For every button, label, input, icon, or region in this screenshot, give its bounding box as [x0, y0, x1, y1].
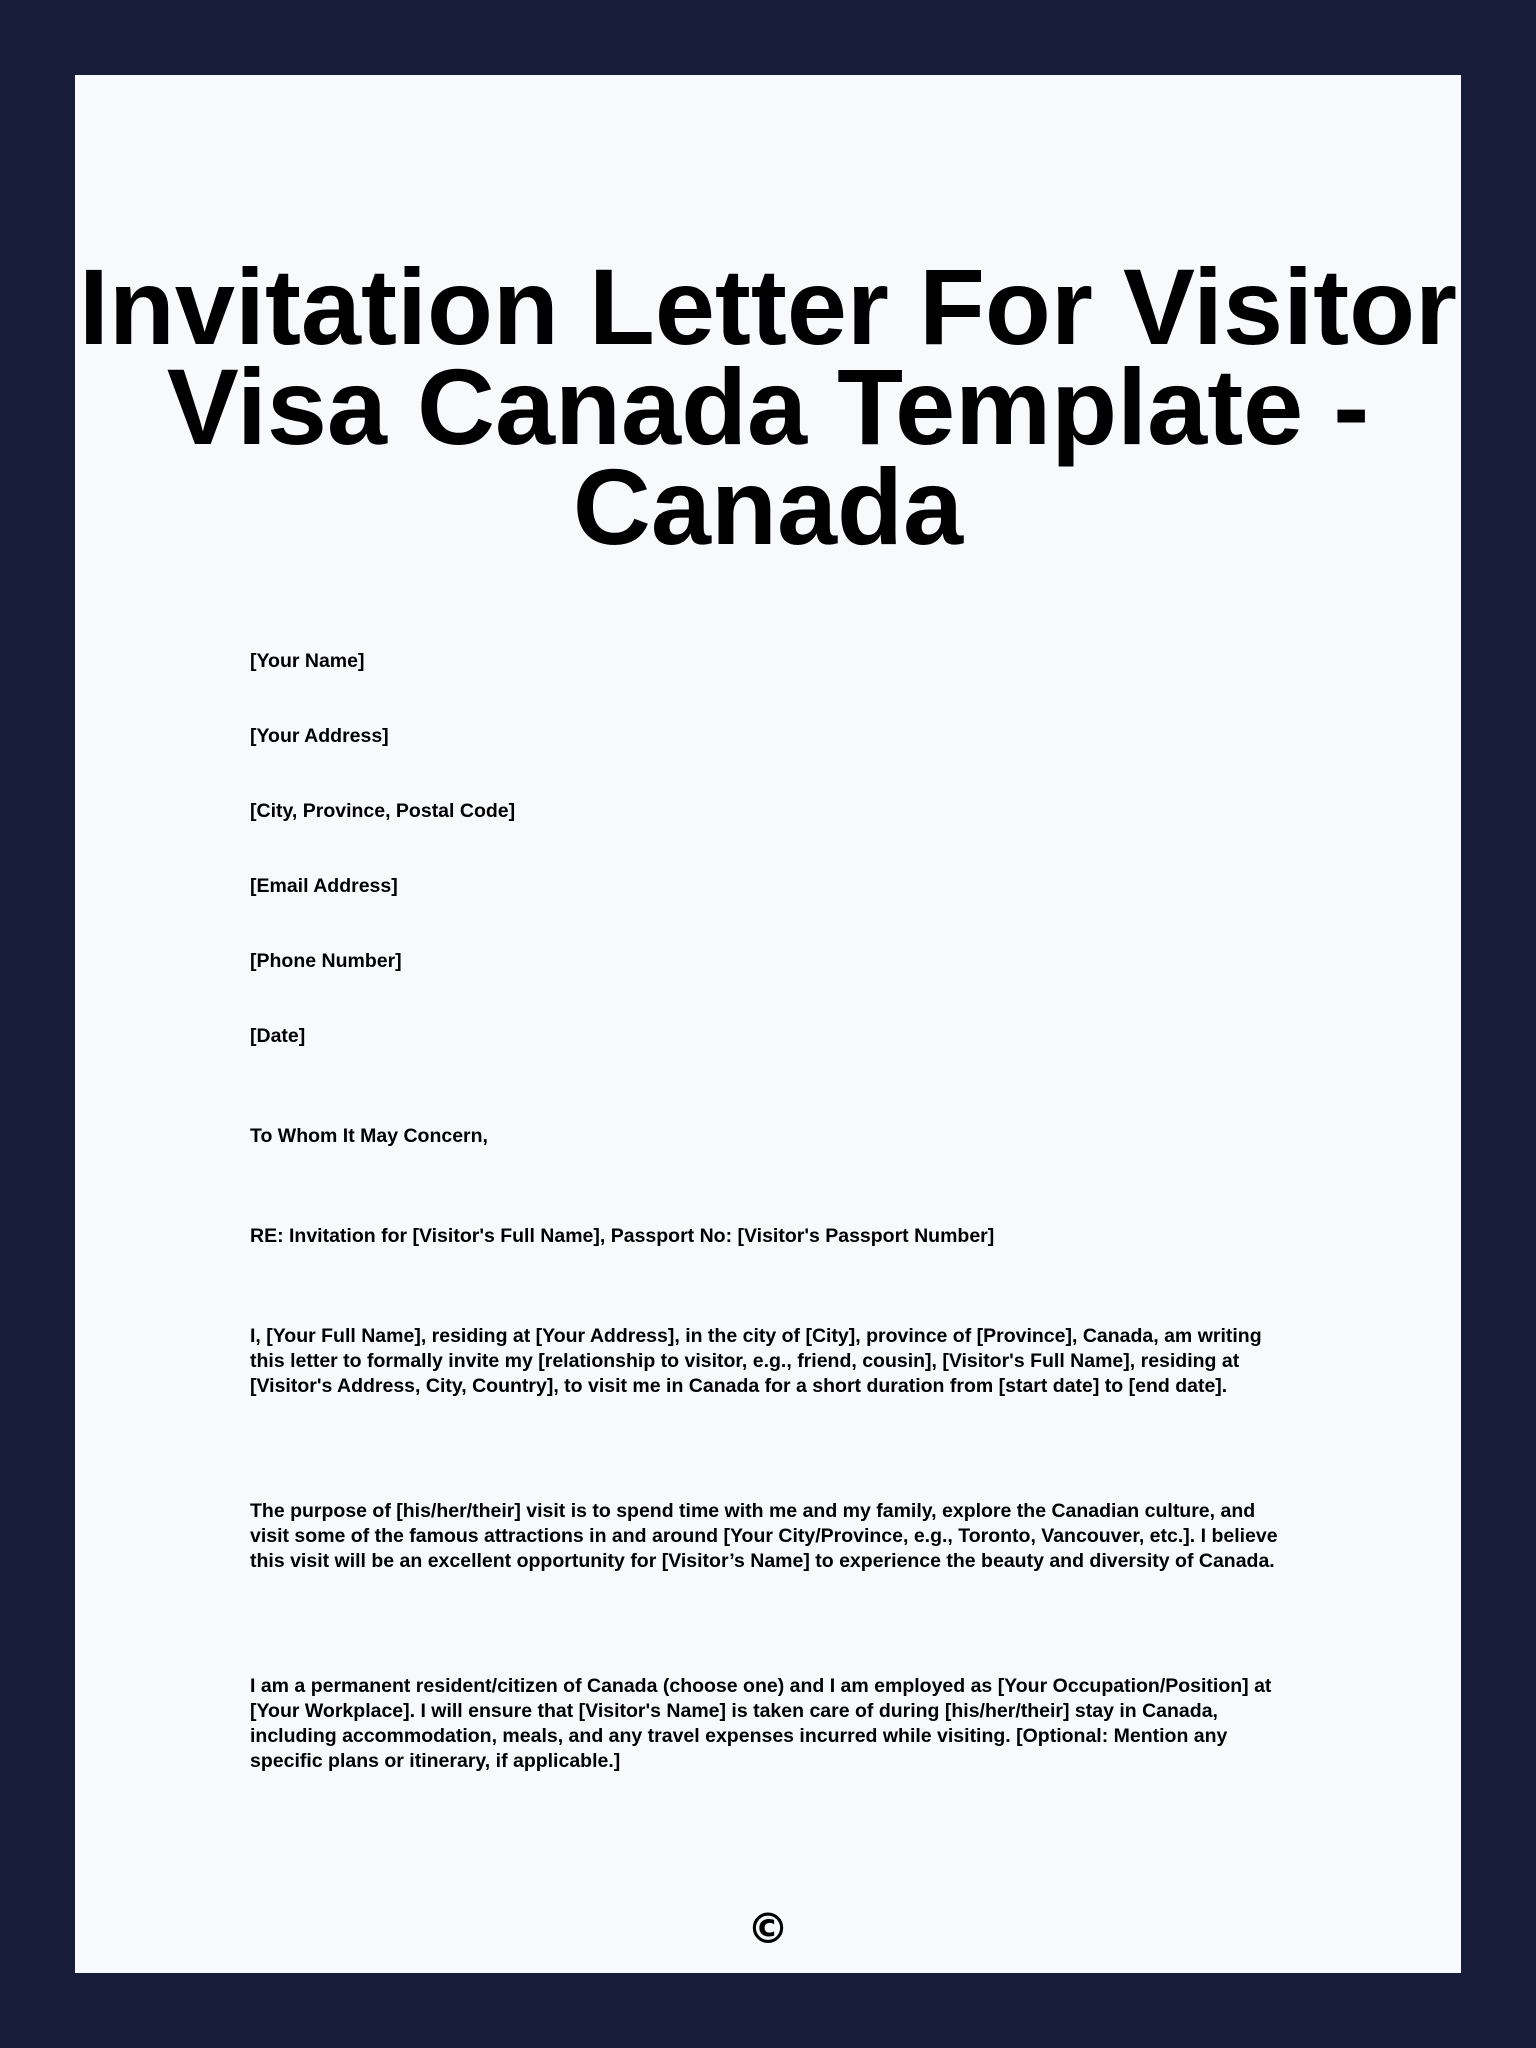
sender-address: [Your Address]	[250, 725, 389, 747]
body-paragraph: The purpose of [his/her/their] visit is to spend time with me and my family, explore the Canadian culture, and visit some of the famous attractions in and around [Your City/Province, e.g., Toronto, Vancouver, etc.]. I believe this visit will be an excellent opportunity for [Visitor’s Name] to experience the beauty and diversity of Canada.	[250, 1500, 1278, 1572]
document-page	[75, 75, 1461, 1973]
salutation: To Whom It May Concern,	[250, 1125, 488, 1147]
body-paragraph: I, [Your Full Name], residing at [Your Address], in the city of [City], province of [Province], Canada, am writing this letter to formally invite my [relationship to visitor, e.g., friend, cousin], [Visitor's Full Name], residing at [Visitor's Address, City, Country], to visit me in Canada for a short duration from [start date] to [end date].	[250, 1325, 1262, 1397]
sender-email: [Email Address]	[250, 875, 398, 897]
body-paragraph: I am a permanent resident/citizen of Canada (choose one) and I am employed as [Your Occupation/Position] at [Your Workplace]. I will ensure that [Visitor's Name] is taken care of during [his/her/their] stay in Canada, including accommodation, meals, and any travel expenses incurred while visiting. [Optional: Mention any specific plans or itinerary, if applicable.]	[250, 1675, 1272, 1772]
letter-date: [Date]	[250, 1025, 306, 1047]
sender-city-line: [City, Province, Postal Code]	[250, 800, 516, 822]
document-title: Invitation Letter For Visitor Visa Canada Template - Canada	[78, 246, 1458, 567]
subject-line: RE: Invitation for [Visitor's Full Name], Passport No: [Visitor's Passport Number]	[250, 1225, 995, 1247]
copyright-icon: ©	[747, 1904, 789, 1953]
sender-phone: [Phone Number]	[250, 950, 402, 972]
sender-name: [Your Name]	[250, 650, 365, 672]
